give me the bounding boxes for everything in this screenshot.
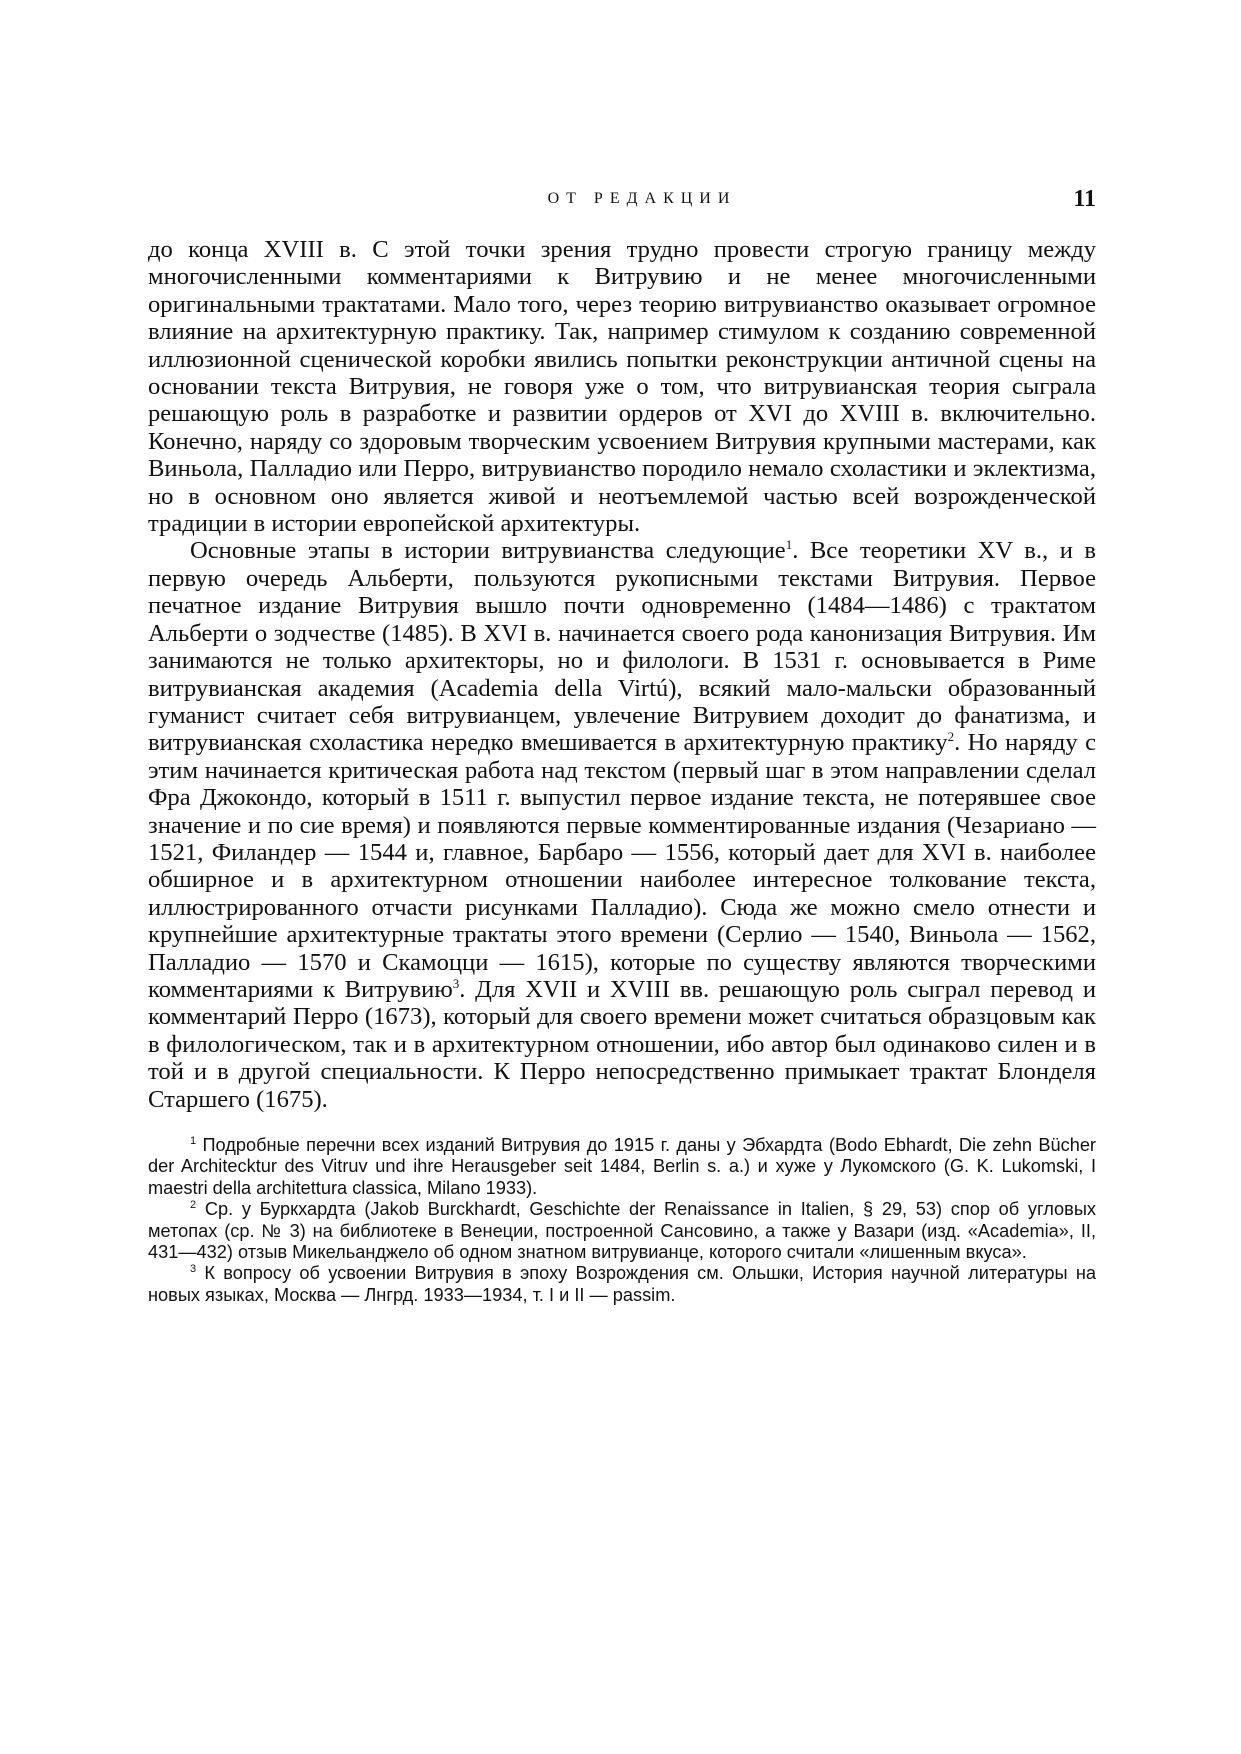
footnote [148, 1199, 1096, 1263]
footnote-marker: 2 [190, 1199, 197, 1212]
footnote-marker: 3 [190, 1263, 197, 1276]
footnote [148, 1263, 1096, 1306]
footnote-reference: 2 [947, 729, 955, 745]
paragraph-text: Основные этапы в истории витрувианства следующие [190, 537, 786, 565]
running-title: ОТ РЕДАКЦИИ [547, 190, 737, 207]
page-number: 11 [1073, 186, 1096, 212]
paragraph-text: . Все теоретики XV в., и в первую очередь Альберти, пользуются рукописными текстами Витрувия. Первое печатное издание Витрувия вышло почти одновременно (1484—1486) с трактатом Альберти о зодчестве (1485). В XVI в. начинается своего рода канонизация Витрувия. Им занимаются не только архитекторы, но и филологи. В 1531 г. основывается в Риме витрувианская академия (Academia della Virtú), всякий мало-мальски образованный гуманист считает себя витрувианцем, увлечение Витрувием доходит до фанатизма, и витрувианская схоластика нередко вмешивается в архитектурную практику [148, 537, 1096, 757]
footnotes [148, 1135, 1096, 1306]
footnote-text: Ср. у Буркхардта (Jakob Burckhardt, Geschichte der Renaissance in Italien, § 29, 53) спор об угловых метопах (ср. № 3) на библиотеке в Венеции, построенной Сансовино, а также у Вазари (изд. «Academia», II, 431—432) отзыв Микельанджело об одном знатном витрувианце, которого считали «лишенным вкуса». [148, 1199, 1096, 1263]
footnote-text: Подробные перечни всех изданий Витрувия до 1915 г. даны у Эбхардта (Bodo Ebhardt, Die zehn Bücher der Architecktur des Vitruv und ihre Herausgeber seit 1484, Berlin s. a.) и хуже у Лукомского (G. K. Lukomski, I maestri della architettura classica, Milano 1933). [148, 1135, 1096, 1198]
paragraph-text: . Для XVII и XVIII вв. решающую роль сыграл перевод и комментарий Перро (1673), который для своего времени может считаться образцовым как в филологическом, так и в архитектурном отношении, ибо автор был одинаково силен и в той и в другой специальности. К Перро непосредственно примыкает трактат Блонделя Старшего (1675). [148, 975, 1096, 1113]
paragraph-text: . Но наряду с этим начинается критическая работа над текстом (первый шаг в этом направлении сделал Фра Джокондо, который в 1511 г. выпустил первое издание текста, не потерявшее свое значение и по сие время) и появляются первые комментированные издания (Чезариано — 1521, Филандер — 1544 и, главное, Барбаро — 1556, который дает для XVI в. наиболее обширное и в архитектурном отношении наиболее интересное толкование текста, иллюстрированного отчасти рисунками Палладио). Сюда же можно смело отнести и крупнейшие архитектурные трактаты этого времени (Серлио — 1540, Виньола — 1562, Палладио — 1570 и Скамоцци — 1615), которые по существу являются творческими комментариями к Витрувию [148, 729, 1096, 1003]
footnote-text: К вопросу об усвоении Витрувия в эпоху Возрождения см. Ольшки, История научной литературы на новых языках, Москва — Лнгрд. 1933—1934, т. I и II — passim. [148, 1263, 1096, 1305]
footnote-reference: 1 [785, 537, 793, 553]
paragraph: до конца XVIII в. С этой точки зрения трудно провести строгую границу между многочисленными комментариями к Витрувию и не менее многочисленными оригинальными трактатами. Мало того, через теорию витрувианство оказывает огромное влияние на архитектурную практику. Так, например стимулом к созданию современной иллюзионной сценической коробки явились попытки реконструкции античной сцены на основании текста Витрувия, не говоря уже о том, что витрувианская теория сыграла решающую роль в разработке и развитии ордеров от XVI до XVIII в. включительно. Конечно, наряду со здоровым творческим усвоением Витрувия крупными мастерами, как Виньола, Палладио или Перро, витрувианство породило немало схоластики и эклектизма, но в основном оно является живой и неотъемлемой частью всей возрожденческой традиции в истории европейской архитектуры. [148, 236, 1096, 538]
footnote [148, 1135, 1096, 1199]
body-text [148, 236, 1096, 1113]
page-header [148, 188, 1096, 224]
document-page [148, 188, 1096, 1306]
paragraph [148, 537, 1096, 1113]
footnote-marker: 1 [190, 1134, 197, 1147]
footnote-reference: 3 [452, 975, 460, 991]
